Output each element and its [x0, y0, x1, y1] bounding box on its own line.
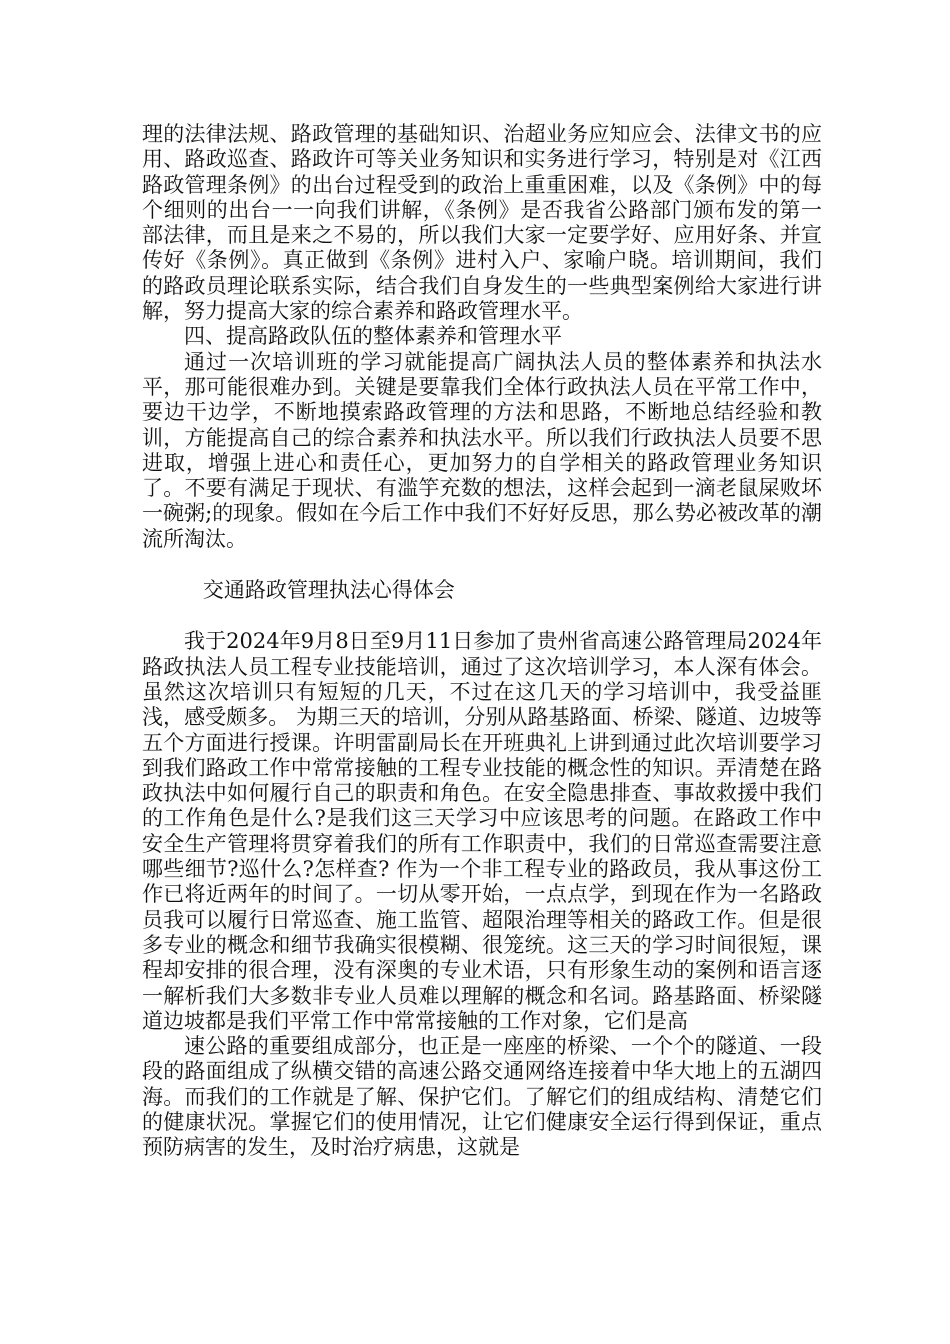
article-title: 交通路政管理执法心得体会	[202, 578, 455, 603]
paragraph-highway-components: 速公路的重要组成部分，也正是一座座的桥梁、一个个的隧道、一段段的路面组成了纵横交错的高速公路交通网络连接着中华大地上的五湖四海。而我们的工作就是了解、保护它们。了解它们的组成结构、清楚它们的健康状况。掌握它们的使用情况，让它们健康安全运行得到保证，重点预防病害的发生，及时治疗病患，这就是	[142, 1034, 822, 1160]
section-heading-4: 四、提高路政队伍的整体素养和管理水平	[184, 324, 562, 349]
paragraph-training-content: 理的法律法规、路政管理的基础知识、治超业务应知应会、法律文书的应用、路政巡查、路政许可等关业务知识和实务进行学习，特别是对《江西路政管理条例》的出台过程受到的政治上重重困难，以及《条例》中的每个细则的出台一一向我们讲解，《条例》是否我省公路部门颁布发的第一部法律，而且是来之不易的，所以我们大家一定要学好、应用好条、并宣传好《条例》。真正做到《条例》进村入户、家喻户晓。培训期间，我们的路政员理论联系实际，结合我们自身发生的一些典型案例给大家进行讲解，努力提高大家的综合素养和路政管理水平。	[142, 122, 822, 324]
document-page	[142, 122, 822, 1161]
paragraph-improve-quality: 通过一次培训班的学习就能提高广阔执法人员的整体素养和执法水平，那可能很难办到。关键是要靠我们全体行政执法人员在平常工作中，要边干边学，不断地摸索路政管理的方法和思路，不断地总结经验和教训，方能提高自己的综合素养和执法水平。所以我们行政执法人员要不思进取，增强上进心和责任心，更加努力的自学相关的路政管理业务知识了。不要有满足于现状、有滥竽充数的想法，这样会起到一滴老鼠屎败坏一碗粥;的现象。假如在今后工作中我们不好好反思，那么势必被改革的潮流所淘汰。	[142, 349, 822, 551]
paragraph-training-experience: 我于2024年9月8日至9月11日参加了贵州省高速公路管理局2024年路政执法人员工程专业技能培训，通过了这次培训学习，本人深有体会。虽然这次培训只有短短的几天，不过在这几天的学习培训中，我受益匪浅，感受颇多。 为期三天的培训，分别从路基路面、桥梁、隧道、边坡等五个方面进行授课。许明雷副局长在开班典礼上讲到通过此次培训要学习到我们路政工作中常常接触的工程专业技能的概念性的知识。弄清楚在路政执法中如何履行自己的职责和角色。在安全隐患排查、事故救援中我们的工作角色是什么?是我们这三天学习中应该思考的问题。在路政工作中安全生产管理将贯穿着我们的所有工作职责中，我们的日常巡查需要注意哪些细节?巡什么?怎样查? 作为一个非工程专业的路政员，我从事这份工作已将近两年的时间了。一切从零开始，一点点学，到现在作为一名路政员我可以履行日常巡查、施工监管、超限治理等相关的路政工作。但是很多专业的概念和细节我确实很模糊、很笼统。这三天的学习时间很短，课程却安排的很合理，没有深奥的专业术语，只有形象生动的案例和语言逐一解析我们大多数非专业人员难以理解的概念和名词。路基路面、桥梁隧道边坡都是我们平常工作中常常接触的工作对象，它们是高	[142, 629, 822, 1033]
